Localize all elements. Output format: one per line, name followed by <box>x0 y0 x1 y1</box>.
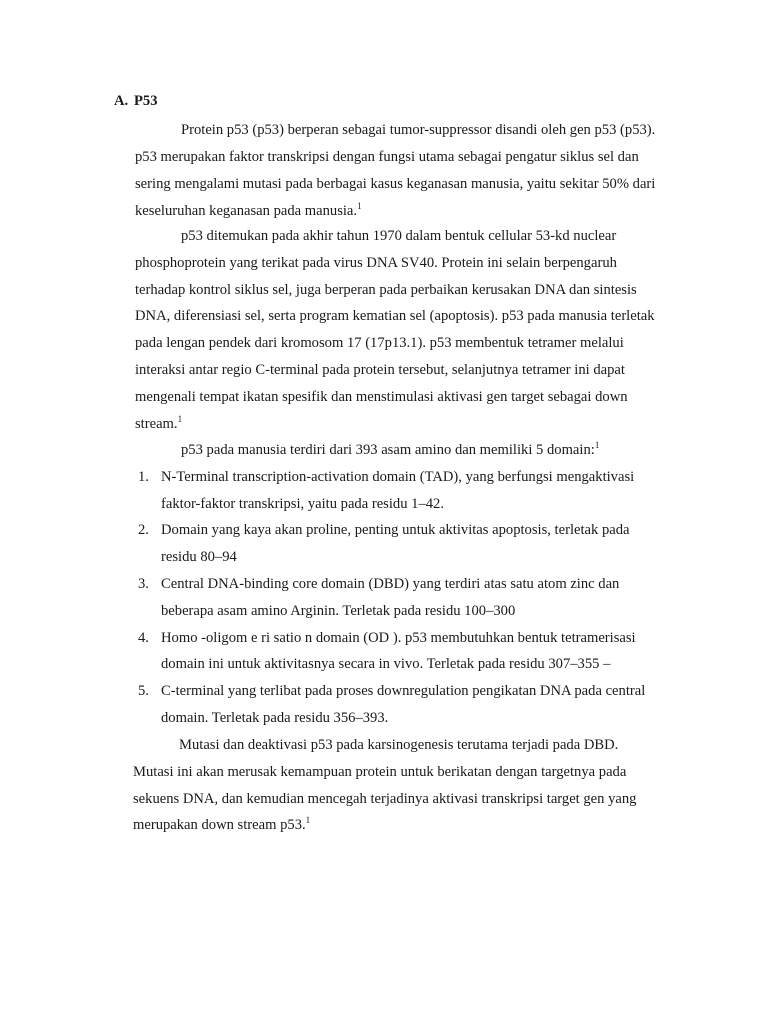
para2-line: DNA, diferensiasi sel, serta program kematian sel (apoptosis). p53 pada manusia terletak <box>135 308 655 324</box>
list-item-line: domain. Terletak pada residu 356–393. <box>161 710 389 726</box>
para1-line-text: keseluruhan keganasan pada manusia. <box>135 203 358 219</box>
list-item-number: 4. <box>138 630 149 646</box>
list-item-line: N-Terminal transcription-activation domain (TAD), yang berfungsi mengaktivasi <box>161 469 635 485</box>
para3-line <box>181 441 599 459</box>
list-item-line: C-terminal yang terlibat pada proses downregulation pengikatan DNA pada central <box>161 683 646 699</box>
para2-line: phosphoprotein yang terikat pada virus DNA SV40. Protein ini selain berpengaruh <box>135 255 617 271</box>
list-item-line: residu 80–94 <box>161 549 237 565</box>
citation-ref: 1 <box>305 815 311 825</box>
list-item-number: 5. <box>138 683 149 699</box>
list-item-number: 2. <box>138 522 149 538</box>
para2-line: pada lengan pendek dari kromosom 17 (17p13.1). p53 membentuk tetramer melalui <box>135 335 624 351</box>
para1-line: sering mengalami mutasi pada berbagai kasus keganasan manusia, yaitu sekitar 50% dari <box>135 176 656 192</box>
para2-line: interaksi antar regio C-terminal pada protein tersebut, selanjutnya tetramer ini dapat <box>135 362 625 378</box>
para1-line: Protein p53 (p53) berperan sebagai tumor-suppressor disandi oleh gen p53 (p53). <box>181 122 656 138</box>
para1-line <box>135 202 362 220</box>
para2-line: terhadap kontrol siklus sel, juga berperan pada perbaikan kerusakan DNA dan sintesis <box>135 282 637 298</box>
section-title: P53 <box>134 93 158 109</box>
list-item-number: 1. <box>138 469 149 485</box>
para1-line: p53 merupakan faktor transkripsi dengan fungsi utama sebagai pengatur siklus sel dan <box>135 149 639 165</box>
para2-line <box>135 415 182 433</box>
list-item-line: Domain yang kaya akan proline, penting untuk aktivitas apoptosis, terletak pada <box>161 522 630 538</box>
section-letter: A. <box>114 93 129 109</box>
para4-line-text: merupakan down stream p53. <box>133 817 306 833</box>
para4-line: Mutasi dan deaktivasi p53 pada karsinogenesis terutama terjadi pada DBD. <box>179 737 619 753</box>
para2-line: mengenali tempat ikatan spesifik dan menstimulasi aktivasi gen target sebagai down <box>135 389 628 405</box>
para3-line-text: p53 pada manusia terdiri dari 393 asam amino dan memiliki 5 domain: <box>181 442 595 458</box>
para4-line: sekuens DNA, dan kemudian mencegah terjadinya aktivasi transkripsi target gen yang <box>133 791 637 807</box>
list-item-line: faktor-faktor transkripsi, yaitu pada residu 1–42. <box>161 496 444 512</box>
list-item-line: Homo -oligom e ri satio n domain (OD ). p53 membutuhkan bentuk tetramerisasi <box>161 630 636 646</box>
list-item-number: 3. <box>138 576 149 592</box>
section-heading <box>114 93 158 110</box>
para4-line <box>133 816 310 834</box>
para4-line: Mutasi ini akan merusak kemampuan protein untuk berikatan dengan targetnya pada <box>133 764 627 780</box>
para2-line-text: stream. <box>135 416 178 432</box>
list-item-line: domain ini untuk aktivitasnya secara in vivo. Terletak pada residu 307–355 – <box>161 656 611 672</box>
para2-line: p53 ditemukan pada akhir tahun 1970 dalam bentuk cellular 53-kd nuclear <box>181 228 617 244</box>
list-item-line: beberapa asam amino Arginin. Terletak pada residu 100–300 <box>161 603 516 619</box>
citation-ref: 1 <box>177 414 183 424</box>
citation-ref: 1 <box>594 440 600 450</box>
list-item-line: Central DNA-binding core domain (DBD) yang terdiri atas satu atom zinc dan <box>161 576 620 592</box>
citation-ref: 1 <box>357 201 362 211</box>
